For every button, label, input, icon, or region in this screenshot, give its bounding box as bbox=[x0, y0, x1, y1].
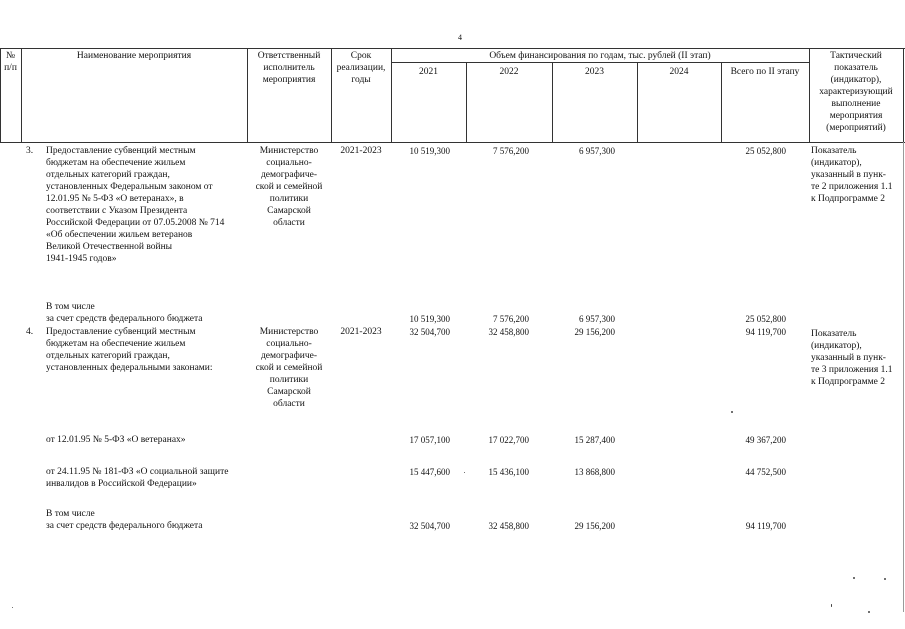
row-name: Предоставление субвенций местным бюджетам на обеспечение жильем отдельных категорий граждан, установленных Федеральным законом от 12.01.95 № 5-ФЗ «О ветеранах», в соответствии с Указом Президента Российской Федерации от 07.05.2008 № 714 «Об обеспечении жильем ветеранов Великой Отечественной войны 1941-1945 годов» bbox=[46, 146, 225, 264]
header-num: № п/п bbox=[4, 51, 17, 73]
row-name: от 24.11.95 № 181-ФЗ «О социальной защите инвалидов в Российской Федерации» bbox=[46, 467, 229, 489]
row-2022: 15 436,100 bbox=[488, 467, 529, 477]
header-year-2022: 2022 bbox=[499, 67, 519, 77]
row-name: Предоставление субвенций местным бюджетам на обеспечение жильем отдельных категорий граждан, установленных федеральными законами: bbox=[46, 327, 213, 373]
row-indicator: Показатель (индикатор), указанный в пунк- те 2 приложения 1.1 к Подпрограмме 2 bbox=[811, 146, 893, 204]
row-name: В том числе за счет средств федерального бюджета bbox=[46, 302, 203, 324]
header-total: Всего по II этапу bbox=[730, 67, 800, 77]
header-funding: Объем финансирования по годам, тыс. рублей (II этап) bbox=[489, 51, 711, 61]
row-number: 4. bbox=[26, 327, 34, 337]
row-indicator: Показатель (индикатор), указанный в пунк- те 3 приложения 1.1 к Подпрограмме 2 bbox=[811, 329, 893, 387]
row-total: 44 752,500 bbox=[745, 467, 786, 477]
row-name: от 12.01.95 № 5-ФЗ «О ветеранах» bbox=[46, 435, 186, 445]
row-term: 2021-2023 bbox=[340, 146, 382, 156]
header-term: Срок реализации, годы bbox=[336, 51, 386, 85]
row-2023: 6 957,300 bbox=[579, 146, 615, 156]
header-year-2023: 2023 bbox=[585, 67, 604, 77]
header-year-2024: 2024 bbox=[669, 67, 689, 77]
row-2023: 13 868,800 bbox=[574, 467, 615, 477]
row-total: 25 052,800 bbox=[745, 314, 786, 324]
row-2021: 17 057,100 bbox=[409, 435, 450, 445]
row-2021: 10 519,300 bbox=[409, 146, 450, 156]
row-2021: 10 519,300 bbox=[409, 314, 450, 324]
row-2023: 29 156,200 bbox=[574, 327, 615, 337]
page-number: 4 bbox=[458, 33, 462, 42]
row-term: 2021-2023 bbox=[340, 327, 382, 337]
row-2023: 15 287,400 bbox=[574, 435, 615, 445]
row-2023: 6 957,300 bbox=[579, 314, 615, 324]
row-number: 3. bbox=[26, 146, 34, 156]
row-2022: 32 458,800 bbox=[488, 521, 529, 531]
row-total: 49 367,200 bbox=[745, 435, 786, 445]
row-2022: 32 458,800 bbox=[488, 327, 529, 337]
row-responsible: Министерство социально- демографиче- ской и семейной политики Самарской области bbox=[255, 327, 323, 409]
row-2022: 7 576,200 bbox=[493, 314, 529, 324]
row-2022: 7 576,200 bbox=[493, 146, 529, 156]
row-total: 94 119,700 bbox=[745, 521, 786, 531]
header-responsible: Ответственный исполнитель мероприятия bbox=[257, 51, 321, 85]
header-indicator: Тактический показатель (индикатор), характеризующий выполнение мероприятия (мероприятий) bbox=[819, 51, 893, 133]
header-year-2021: 2021 bbox=[419, 67, 438, 77]
row-responsible: Министерство социально- демографиче- ской и семейной политики Самарской области bbox=[255, 146, 323, 228]
row-2022: 17 022,700 bbox=[488, 435, 529, 445]
row-2023: 29 156,200 bbox=[574, 521, 615, 531]
row-name: В том числе за счет средств федерального бюджета bbox=[46, 509, 203, 531]
row-2021: 32 504,700 bbox=[409, 327, 450, 337]
row-total: 25 052,800 bbox=[745, 146, 786, 156]
row-2021: 15 447,600 bbox=[409, 467, 450, 477]
header-name: Наименование мероприятия bbox=[76, 51, 192, 61]
row-2021: 32 504,700 bbox=[409, 521, 450, 531]
row-total: 94 119,700 bbox=[745, 327, 786, 337]
